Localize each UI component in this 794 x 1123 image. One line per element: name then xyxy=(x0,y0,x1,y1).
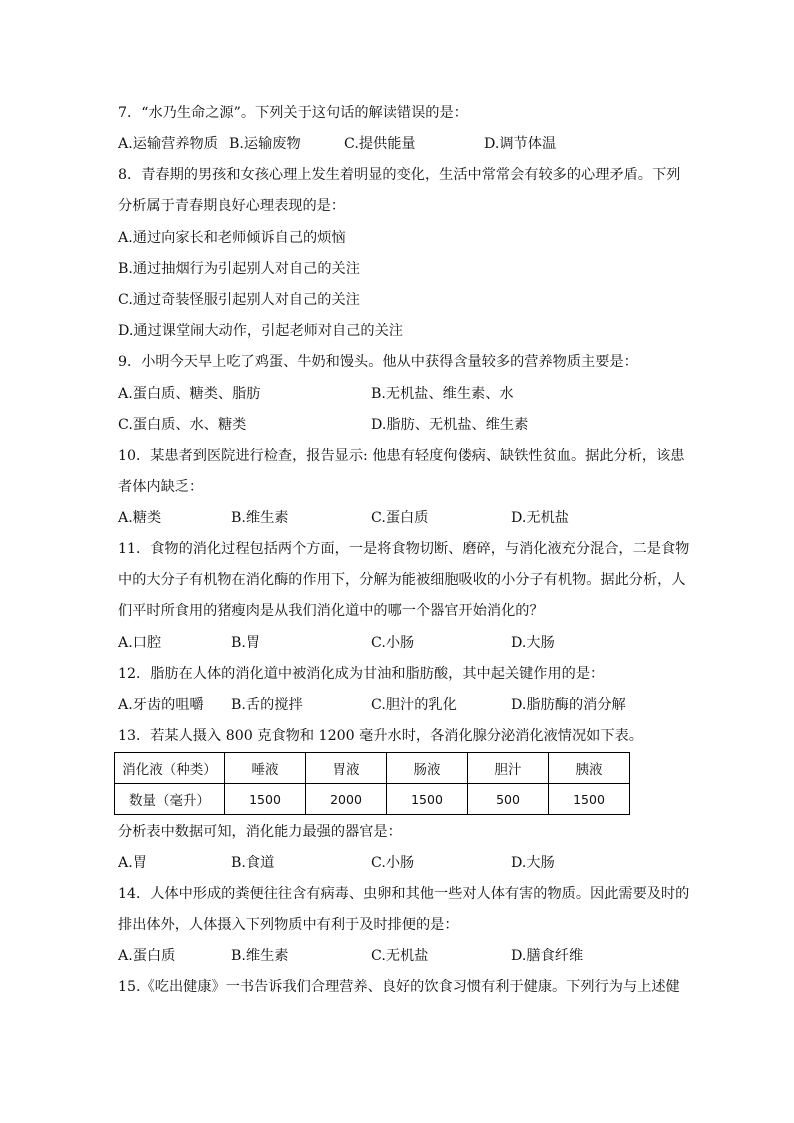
table-cell: 1500 xyxy=(549,784,630,815)
option-c: C.胆汁的乳化 xyxy=(371,697,457,713)
option-c: C.小肠 xyxy=(371,635,415,651)
option-d: D.脂肪酶的消分解 xyxy=(511,697,626,713)
option-b: B.舌的搅拌 xyxy=(231,697,303,713)
question-13-follow-up: 分析表中数据可知，消化能力最强的器官是： xyxy=(118,824,402,840)
option-d: D.膳食纤维 xyxy=(511,948,584,964)
question-7-stem: 7．“水乃生命之源”。下列关于这句话的解读错误的是： xyxy=(118,105,468,121)
table-row xyxy=(115,784,630,815)
question-8-option-c: C.通过奇装怪服引起别人对自己的关注 xyxy=(118,292,360,308)
question-8-option-a: A.通过向家长和老师倾诉自己的烦恼 xyxy=(118,230,346,246)
option-a: A.口腔 xyxy=(118,635,162,651)
question-12-stem: 12．脂肪在人体的消化道中被消化成为甘油和脂肪酸，其中起关键作用的是： xyxy=(118,666,605,682)
option-d: D.无机盐 xyxy=(511,510,569,526)
table-header-cell: 唾液 xyxy=(225,753,306,784)
question-8-option-b: B.通过抽烟行为引起别人对自己的关注 xyxy=(118,261,360,277)
option-c: C.蛋白质 xyxy=(371,510,429,526)
table-header-cell: 胰液 xyxy=(549,753,630,784)
question-11-stem-line-3: 们平时所食用的猪瘦肉是从我们消化道中的哪一个器官开始消化的？ xyxy=(118,603,544,619)
option-c: C.小肠 xyxy=(371,855,415,871)
digestive-juice-table xyxy=(114,752,630,815)
table-cell: 数量（毫升） xyxy=(115,784,225,815)
question-14-stem-line-2: 排出体外，人体摄入下列物质中有利于及时排便的是： xyxy=(118,917,459,933)
option-c: C.蛋白质、水、糖类 xyxy=(118,417,247,433)
question-8-stem-line-1: 8．青春期的男孩和女孩心理上发生着明显的变化，生活中常常会有较多的心理矛盾。下列 xyxy=(118,167,681,183)
option-a: A.运输营养物质 xyxy=(118,136,218,152)
question-10-stem-line-1: 10．某患者到医院进行检查，报告显示: 他患有轻度佝偻病、缺铁性贫血。据此分析，该患 xyxy=(118,448,685,464)
option-a: A.牙齿的咀嚼 xyxy=(118,697,204,713)
table-header-cell: 消化液（种类） xyxy=(115,753,225,784)
table-cell: 2000 xyxy=(306,784,387,815)
option-b: B.维生素 xyxy=(231,510,289,526)
option-b: B.无机盐、维生素、水 xyxy=(371,386,514,402)
option-c: C.提供能量 xyxy=(344,136,416,152)
option-d: D.大肠 xyxy=(511,855,555,871)
question-13-stem: 13．若某人摄入 800 克食物和 1200 毫升水时，各消化腺分泌消化液情况如下表。 xyxy=(118,728,643,744)
question-8-option-d: D.通过课堂闹大动作，引起老师对自己的关注 xyxy=(118,323,403,339)
option-d: D.大肠 xyxy=(511,635,555,651)
option-d: D.脂肪、无机盐、维生素 xyxy=(371,417,529,433)
option-a: A.蛋白质、糖类、脂肪 xyxy=(118,386,261,402)
question-11-stem-line-1: 11．食物的消化过程包括两个方面，一是将食物切断、磨碎，与消化液充分混合，二是食物 xyxy=(118,541,690,557)
question-10-stem-line-2: 者体内缺乏： xyxy=(118,479,204,495)
option-c: C.无机盐 xyxy=(371,948,429,964)
option-a: A.胃 xyxy=(118,855,147,871)
question-14-stem-line-1: 14．人体中形成的粪便往往含有病毒、虫卵和其他一些对人体有害的物质。因此需要及时的 xyxy=(118,886,690,902)
table-cell: 1500 xyxy=(225,784,306,815)
table-row xyxy=(115,753,630,784)
table-header-cell: 肠液 xyxy=(387,753,468,784)
table-header-cell: 胆汁 xyxy=(468,753,549,784)
option-d: D.调节体温 xyxy=(484,136,557,152)
option-b: B.维生素 xyxy=(231,948,289,964)
question-11-stem-line-2: 中的大分子有机物在消化酶的作用下，分解为能被细胞吸收的小分子有机物。据此分析，人 xyxy=(118,572,686,588)
option-b: B.运输废物 xyxy=(229,136,301,152)
table-cell: 500 xyxy=(468,784,549,815)
table-header-cell: 胃液 xyxy=(306,753,387,784)
question-15-stem: 15.《吃出健康》一书告诉我们合理营养、良好的饮食习惯有利于健康。下列行为与上述健 xyxy=(118,979,680,995)
option-a: A.蛋白质 xyxy=(118,948,176,964)
question-9-stem: 9．小明今天早上吃了鸡蛋、牛奶和馒头。他从中获得含量较多的营养物质主要是： xyxy=(118,354,638,370)
option-b: B.胃 xyxy=(231,635,261,651)
question-8-stem-line-2: 分析属于青春期良好心理表现的是： xyxy=(118,198,346,214)
option-b: B.食道 xyxy=(231,855,275,871)
table-cell: 1500 xyxy=(387,784,468,815)
option-a: A.糖类 xyxy=(118,510,162,526)
